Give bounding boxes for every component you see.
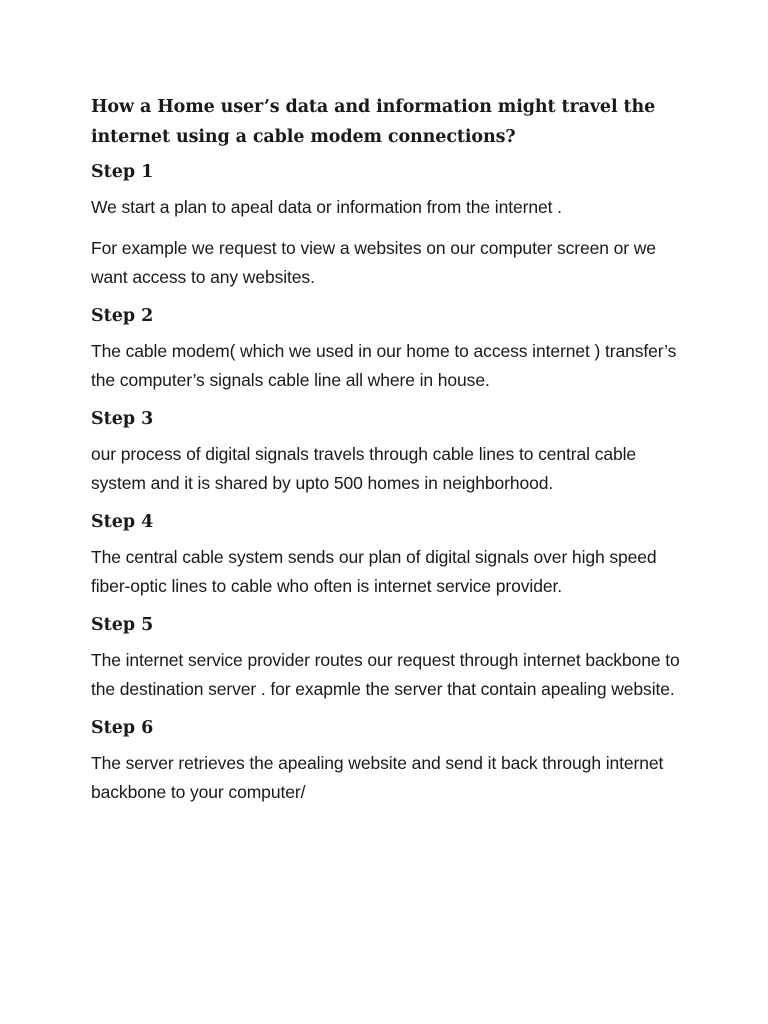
document-title: How a Home user’s data and information might travel the internet using a cable modem connections? [91, 97, 656, 147]
step-3-section [91, 407, 691, 499]
step-1-section [91, 160, 691, 293]
step-4-heading: Step 4 [91, 511, 154, 532]
step-1-heading: Step 1 [91, 162, 154, 182]
step-6-section [91, 716, 691, 808]
step-6-heading: Step 6 [91, 717, 154, 738]
step-6-paragraph-1: The server retrieves the apealing website and send it back through internet backbone to your computer/ [91, 752, 664, 802]
step-5-section [91, 613, 691, 705]
step-2-heading: Step 2 [91, 305, 154, 326]
step-1-paragraph-1: We start a plan to apeal data or information from the internet . [91, 197, 562, 217]
document-page [91, 92, 691, 819]
step-3-paragraph-1: our process of digital signals travels through cable lines to central cable system and it is shared by upto 500 homes in neighborhood. [91, 443, 637, 493]
step-2-section [91, 304, 691, 396]
step-3-heading: Step 3 [91, 408, 154, 429]
step-5-paragraph-1: The internet service provider routes our request through internet backbone to the destination server . for exapmle the server that contain apealing website. [91, 649, 680, 699]
step-1-paragraph-2: For example we request to view a websites on our computer screen or we want access to any websites. [91, 237, 656, 287]
step-5-heading: Step 5 [91, 614, 154, 635]
step-4-section [91, 510, 691, 602]
step-2-paragraph-1: The cable modem( which we used in our home to access internet ) transfer’s the computer’s signals cable line all where in house. [91, 340, 677, 390]
step-4-paragraph-1: The central cable system sends our plan of digital signals over high speed fiber-optic lines to cable who often is internet service provider. [91, 546, 657, 596]
